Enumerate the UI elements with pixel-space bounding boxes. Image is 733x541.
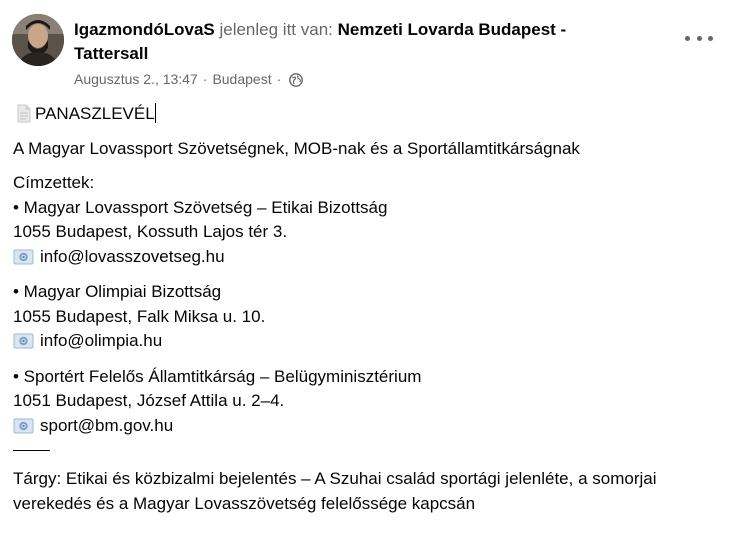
recipient-name: • Sportért Felelős Államtitkárság – Belügyminisztérium xyxy=(13,366,422,386)
document-icon xyxy=(16,104,32,123)
post-head-text xyxy=(74,18,634,88)
letter-subject: Tárgy: Etikai és közbizalmi bejelentés – A Szuhai család sportági jelenléte, a somorjai verekedés és a Magyar Lovasszövetség felelőssége kapcsán xyxy=(13,469,657,513)
recipient-name: • Magyar Olimpiai Bizottság xyxy=(13,282,222,301)
email-icon xyxy=(13,248,35,266)
more-options-button[interactable] xyxy=(685,28,713,48)
meta-separator: · xyxy=(276,71,282,87)
more-options-icon xyxy=(708,36,713,41)
place-link[interactable]: Nemzeti Lovarda Budapest - Tattersall xyxy=(74,20,567,63)
post-body xyxy=(13,102,725,516)
post-timestamp[interactable]: Augusztus 2., 13:47 xyxy=(74,71,198,87)
recipient-address: 1055 Budapest, Kossuth Lajos tér 3. xyxy=(13,222,288,241)
author-name[interactable]: IgazmondóLovaS xyxy=(74,20,215,39)
letter-title: PANASZLEVÉL xyxy=(35,104,155,123)
divider xyxy=(13,438,50,451)
recipient-email-line xyxy=(13,329,725,354)
globe-icon[interactable] xyxy=(289,73,303,87)
letter-addressee: A Magyar Lovassport Szövetségnek, MOB-nak és a Sportállamtitkárságnak xyxy=(13,138,580,158)
letter-title-line xyxy=(13,102,725,127)
post-location[interactable]: Budapest xyxy=(212,71,272,87)
recipient-address: 1051 Budapest, József Attila u. 2–4. xyxy=(13,391,285,410)
more-options-icon xyxy=(697,36,702,41)
recipient-email-line xyxy=(13,414,725,439)
recipient-email[interactable]: info@lovasszovetseg.hu xyxy=(40,246,225,266)
post-meta xyxy=(74,70,634,88)
recipient-email[interactable]: info@olimpia.hu xyxy=(40,331,163,350)
recipient-email[interactable]: sport@bm.gov.hu xyxy=(40,415,174,435)
recipients-label: Címzettek: xyxy=(13,173,95,192)
author-line xyxy=(74,18,634,66)
avatar-portrait-icon xyxy=(12,14,64,66)
email-icon xyxy=(13,417,35,435)
recipient-address: 1055 Budapest, Falk Miksa u. 10. xyxy=(13,306,266,326)
more-options-icon xyxy=(685,36,690,41)
recipient-name: • Magyar Lovassport Szövetség – Etikai Bizottság xyxy=(13,197,388,217)
text-cursor xyxy=(155,103,156,123)
email-icon xyxy=(13,332,35,350)
recipient-email-line xyxy=(13,245,725,270)
avatar[interactable] xyxy=(12,14,64,66)
meta-separator: · xyxy=(202,71,208,87)
status-text: jelenleg itt van: xyxy=(219,20,333,39)
